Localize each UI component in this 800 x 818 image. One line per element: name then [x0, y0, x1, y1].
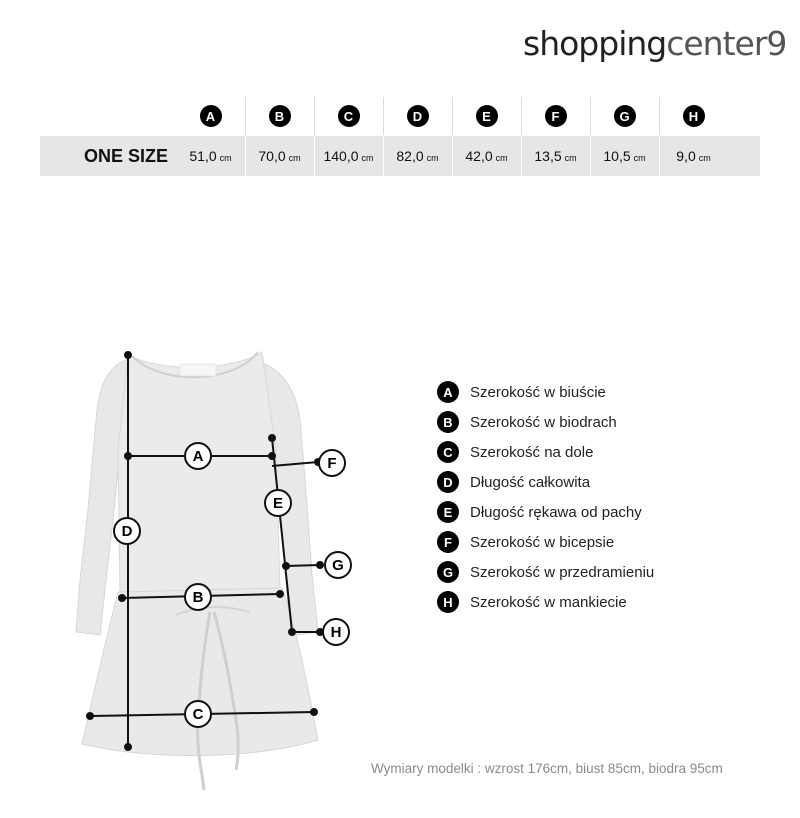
svg-text:E: E — [272, 495, 284, 512]
legend-item-h: H Szerokość w mankiecie — [437, 587, 654, 617]
value-g: 10,5 cm — [590, 136, 658, 176]
column-header-e: E — [452, 97, 520, 135]
column-header-d: D — [383, 97, 451, 135]
svg-text:C: C — [192, 706, 204, 723]
size-label: ONE SIZE — [84, 146, 169, 166]
svg-text:G: G — [332, 557, 344, 574]
size-row — [40, 136, 760, 176]
brand-logo — [523, 22, 786, 66]
legend-item-b: B Szerokość w biodrach — [437, 407, 654, 437]
marker-c — [185, 701, 211, 727]
svg-text:D: D — [121, 523, 133, 540]
legend-item-e: E Długość rękawa od pachy — [437, 497, 654, 527]
column-header-g: G — [590, 97, 658, 135]
column-header-c: C — [314, 97, 382, 135]
legend-item-c: C Szerokość na dole — [437, 437, 654, 467]
column-header-b: B — [245, 97, 313, 135]
column-header-f: F — [521, 97, 589, 135]
svg-text:A: A — [192, 448, 204, 465]
value-f: 13,5 cm — [521, 136, 589, 176]
svg-text:B: B — [192, 589, 204, 606]
column-header-a: A — [177, 97, 244, 135]
measurement-legend — [437, 377, 654, 617]
marker-a — [185, 443, 211, 469]
model-measurements-note: Wymiary modelki : wzrost 176cm, biust 85cm, biodra 95cm — [371, 761, 723, 776]
value-e: 42,0 cm — [452, 136, 520, 176]
value-b: 70,0 cm — [245, 136, 313, 176]
value-d: 82,0 cm — [383, 136, 451, 176]
legend-item-f: F Szerokość w bicepsie — [437, 527, 654, 557]
column-header-h: H — [659, 97, 727, 135]
marker-d — [114, 518, 140, 544]
logo-part-2: center9 — [666, 24, 787, 63]
svg-text:F: F — [327, 455, 337, 472]
legend-item-g: G Szerokość w przedramieniu — [437, 557, 654, 587]
legend-item-a: A Szerokość w biuście — [437, 377, 654, 407]
marker-f — [319, 450, 345, 476]
logo-part-1: shopping — [523, 24, 667, 63]
marker-b — [185, 584, 211, 610]
marker-e — [265, 490, 291, 516]
svg-text:H: H — [330, 624, 342, 641]
value-c: 140,0 cm — [314, 136, 382, 176]
legend-item-d: D Długość całkowita — [437, 467, 654, 497]
marker-h — [323, 619, 349, 645]
marker-g — [325, 552, 351, 578]
value-h: 9,0 cm — [659, 136, 727, 176]
dress-diagram — [0, 330, 380, 800]
value-a: 51,0 cm — [189, 148, 232, 164]
